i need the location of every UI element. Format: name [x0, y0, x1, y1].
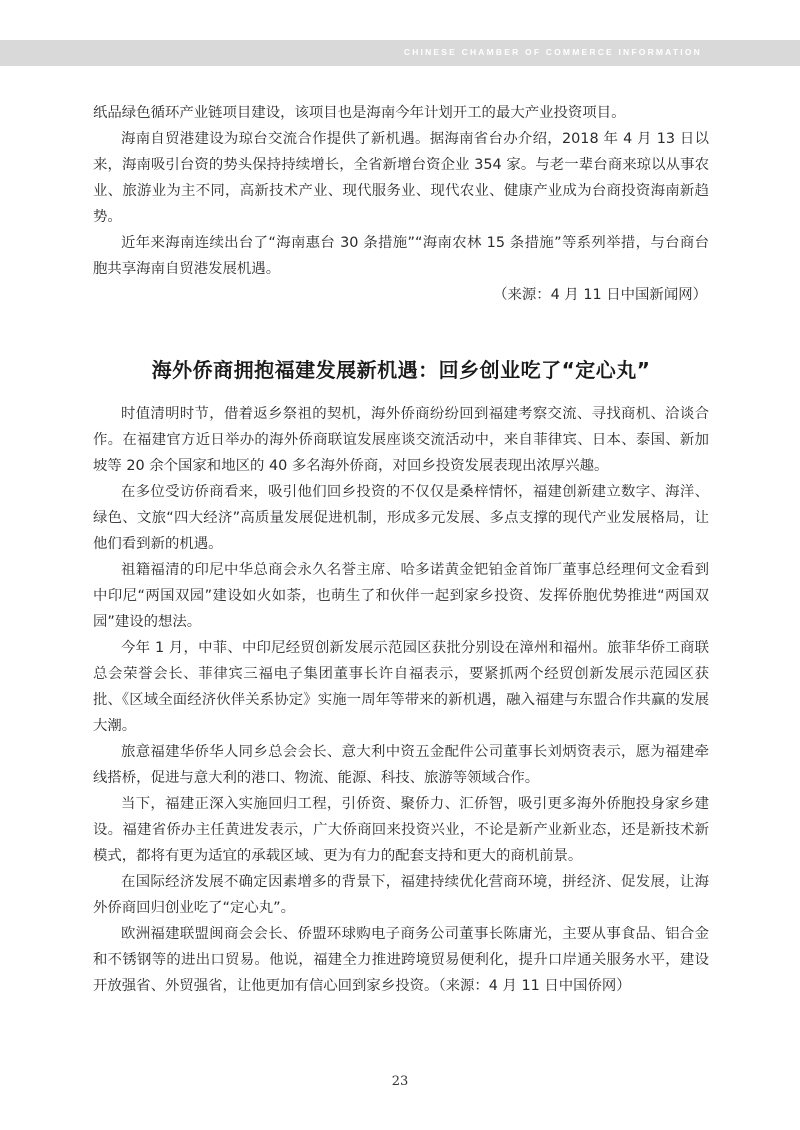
source-citation: （来源：4 月 11 日中国新闻网） — [493, 287, 707, 303]
body-paragraph: 海南自贸港建设为琼台交流合作提供了新机遇。据海南省台办介绍，2018 年 4 月 13 日以来，海南吸引台资的势头保持持续增长，全省新增台资企业 354 家。与老一辈台商来琼以从事农业、旅游业为主不同，高新技术产业、现代服务业、现代农业、健康产业成为台商投资海南新趋势。 — [93, 131, 709, 225]
body-paragraph-text: 欧洲福建联盟闽商会会长、侨盟环球购电子商务公司董事长陈庸光，主要从事食品、铝合金和不锈钢等的进出口贸易。他说，福建全力推进跨境贸易便利化，提升口岸通关服务水平，建设开放强省、外贸强省，让他更加有信心回到家乡投资。 — [93, 926, 709, 994]
body-paragraph: 纸品绿色循环产业链项目建设，该项目也是海南今年计划开工的最大产业投资项目。 — [93, 105, 626, 121]
source-citation: （来源：4 月 11 日中国侨网） — [438, 978, 631, 994]
page-number: 23 — [391, 1074, 409, 1089]
body-paragraph: 祖籍福清的印尼中华总商会永久名誉主席、哈多诺黄金钯铂金首饰厂董事总经理何文金看到中印尼“两国双园”建设如火如荼，也萌生了和伙伴一起到家乡投资、发挥侨胞优势推进“两国双园”建设的想法。 — [93, 562, 709, 630]
body-paragraph: 当下，福建正深入实施回归工程，引侨资、聚侨力、汇侨智，吸引更多海外侨胞投身家乡建设。福建省侨办主任黄进发表示，广大侨商回来投资兴业，不论是新产业新业态，还是新技术新模式，都将有更为适宜的承载区域、更为有力的配套支持和更大的商机前景。 — [93, 796, 709, 864]
header-band — [0, 40, 800, 66]
page-content — [93, 100, 709, 999]
body-paragraph: 今年 1 月，中菲、中印尼经贸创新发展示范园区获批分别设在漳州和福州。旅菲华侨工商联总会荣誉会长、菲律宾三福电子集团董事长许自福表示，要紧抓两个经贸创新发展示范园区获批、《区域全面经济伙伴关系协定》实施一周年等带来的新机遇，融入福建与东盟合作共赢的发展大潮。 — [93, 640, 709, 734]
article — [93, 354, 709, 999]
previous-article-continuation — [93, 100, 709, 308]
body-paragraph: 在多位受访侨商看来，吸引他们回乡投资的不仅仅是桑梓情怀，福建创新建立数字、海洋、绿色、文旅“四大经济”高质量发展促进机制，形成多元发展、多点支撑的现代产业发展格局，让他们看到新的机遇。 — [93, 484, 709, 552]
body-paragraph-text: 近年来海南连续出台了“海南惠台 30 条措施”“海南农林 15 条措施”等系列举措，与台商台胞共享海南自贸港发展机遇。 — [93, 235, 709, 277]
body-paragraph — [93, 230, 709, 308]
body-paragraph — [93, 921, 709, 999]
body-paragraph: 在国际经济发展不确定因素增多的背景下，福建持续优化营商环境，拼经济、促发展，让海外侨商回归创业吃了“定心丸”。 — [93, 874, 709, 916]
body-paragraph: 旅意福建华侨华人同乡总会会长、意大利中资五金配件公司董事长刘炳资表示，愿为福建牵线搭桥，促进与意大利的港口、物流、能源、科技、旅游等领域合作。 — [93, 744, 709, 786]
body-paragraph: 时值清明时节，借着返乡祭祖的契机，海外侨商纷纷回到福建考察交流、寻找商机、洽谈合作。在福建官方近日举办的海外侨商联谊发展座谈交流活动中，来自菲律宾、日本、泰国、新加坡等 20 余个国家和地区的 40 多名海外侨商，对回乡投资发展表现出浓厚兴趣。 — [93, 406, 709, 474]
article-title: 海外侨商拥抱福建发展新机遇：回乡创业吃了“定心丸” — [151, 358, 651, 382]
publication-name: CHINESE CHAMBER OF COMMERCE INFORMATION — [403, 47, 702, 57]
